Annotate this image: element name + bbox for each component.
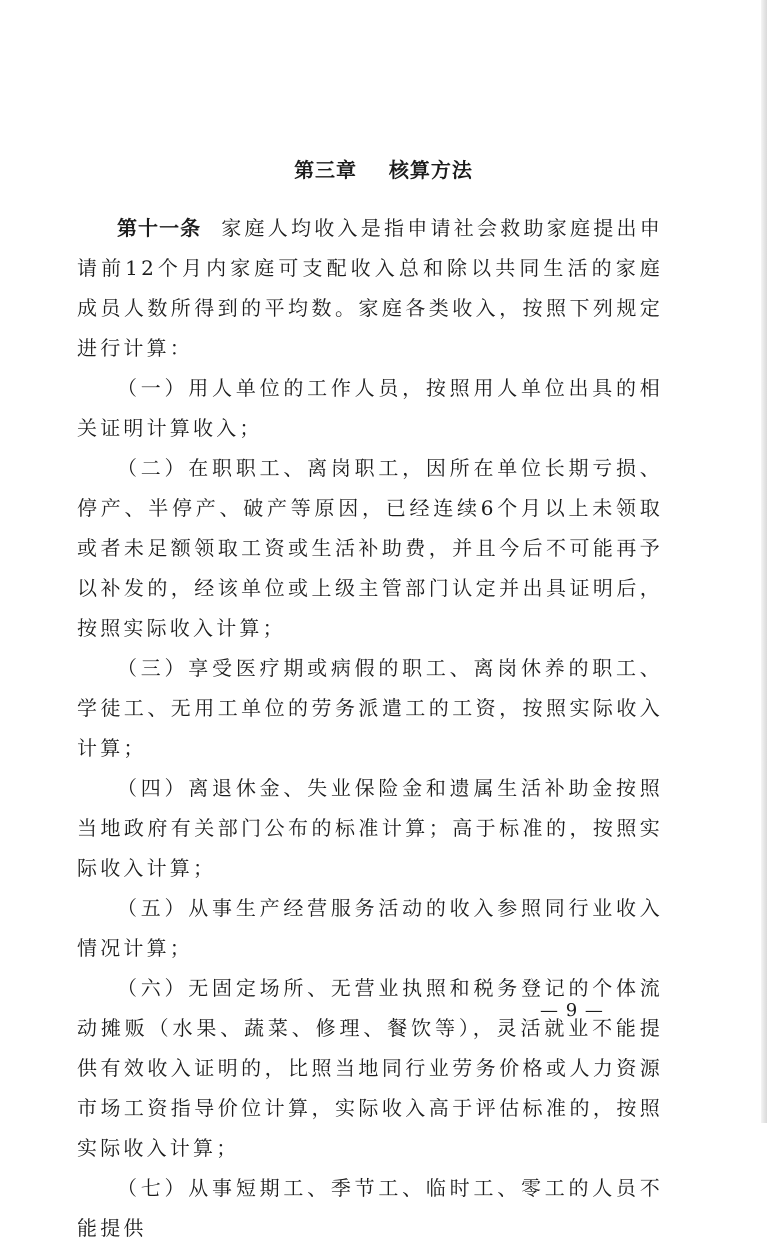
list-item-3: （三）享受医疗期或病假的职工、离岗休养的职工、学徒工、无用工单位的劳务派遣工的工资，按照实际收入计算； [77,656,663,760]
page-number: — 9 — [540,1000,604,1021]
list-item-1: （一）用人单位的工作人员，按照用人单位出具的相关证明计算收入； [77,376,663,440]
list-item-6: （六）无固定场所、无营业执照和税务登记的个体流动摊贩（水果、蔬菜、修理、餐饮等），灵活就业不能提供有效收入证明的，比照当地同行业劳务价格或人力资源市场工资指导价位计算，实际收入高于评估标准的，按照实际收入计算； [77,976,663,1160]
list-item-2: （二）在职职工、离岗职工，因所在单位长期亏损、停产、半停产、破产等原因，已经连续6个月以上未领取或者未足额领取工资或生活补助费，并且今后不可能再予以补发的，经该单位或上级主管部门认定并出具证明后，按照实际收入计算； [77,456,663,640]
article-intro: 家庭人均收入是指申请社会救助家庭提出申请前12个月内家庭可支配收入总和除以共同生活的家庭成员人数所得到的平均数。家庭各类收入，按照下列规定进行计算： [77,216,663,360]
list-item-7: （七）从事短期工、季节工、临时工、零工的人员不能提供 [77,1176,663,1240]
list-item-5: （五）从事生产经营服务活动的收入参照同行业收入情况计算； [77,896,663,960]
article-label: 第十一条 [117,216,202,240]
chapter-title: 第三章 核算方法 [294,158,473,182]
list-item-4: （四）离退休金、失业保险金和遗属生活补助金按照当地政府有关部门公布的标准计算；高于标准的，按照实际收入计算； [77,776,663,880]
article-paragraph [77,208,663,368]
document-body [77,208,663,1248]
